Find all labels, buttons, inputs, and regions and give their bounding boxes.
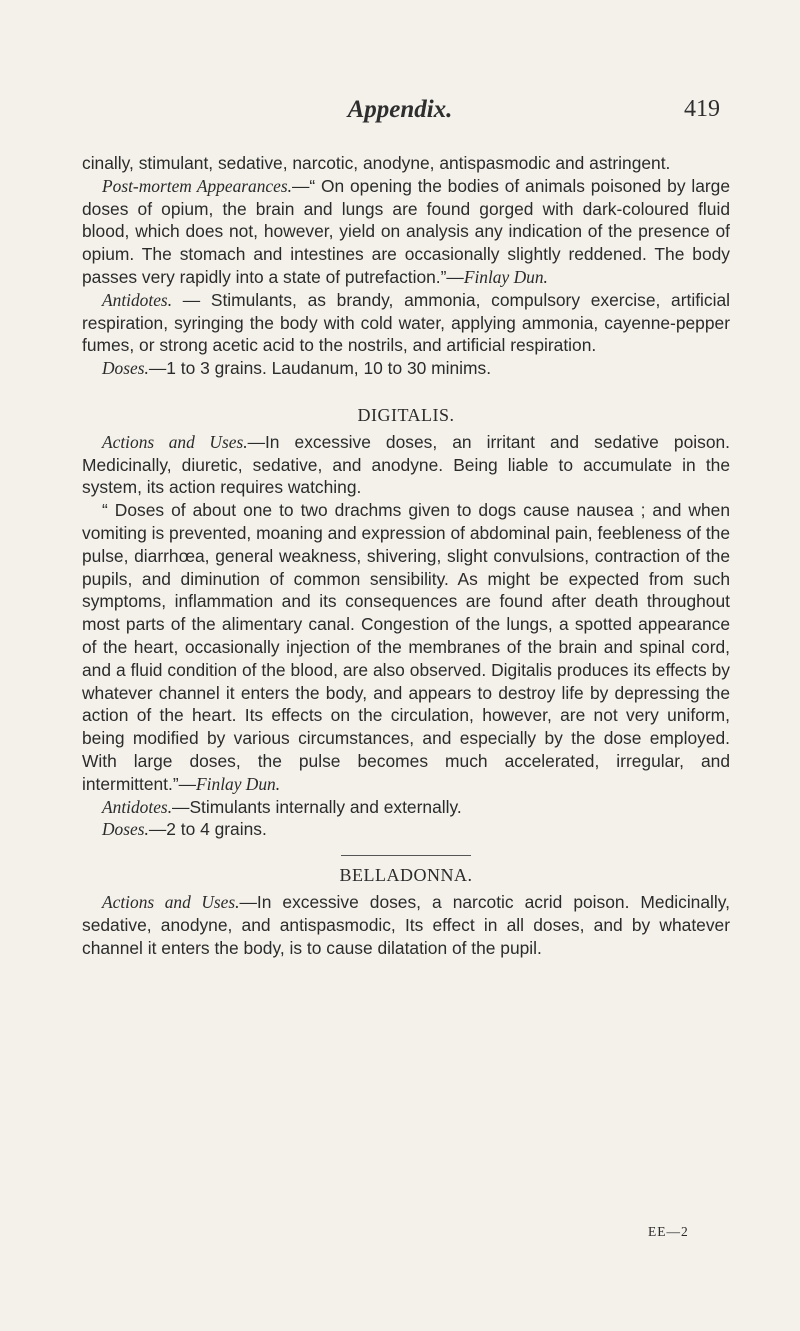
opium-antidotes-label: Antidotes. — [102, 289, 173, 310]
belladonna-actions-text: —In excessive doses, a narcotic acrid poison. Medicinally, sedative, anodyne, and antispasmodic, Its effect in all doses, and by whatever channel it enters the body, is to cause dilatation of the pupil. — [82, 891, 730, 958]
opium-antidotes-text: — Stimulants, as brandy, ammonia, compulsory exercise, artificial respiration, syringing the body with cold water, applying ammonia, cayenne-pepper fumes, or strong acetic acid to the nostrils, and artificial respiration. — [82, 289, 730, 356]
section-divider — [341, 855, 471, 856]
digitalis-doses-text: —2 to 4 grains. — [148, 819, 267, 840]
digitalis-antidotes-label: Antidotes. — [102, 796, 173, 817]
opium-doses-text: —1 to 3 grains. Laudanum, 10 to 30 minims. — [148, 358, 492, 379]
digitalis-heading: DIGITALIS. — [357, 404, 455, 425]
post-mortem-paragraph — [82, 175, 730, 289]
digitalis-quote-text: “ Doses of about one to two drachms given to dogs cause nausea ; and when vomiting is prevented, moaning and expression of abdominal pain, feebleness of the pulse, diarrhœa, general weakness, shivering, slight convulsions, contraction of the pupils, and diminution of common sensibility. As might be expected from such symptoms, inflammation and its consequences are found after death throughout most parts of the alimentary canal. Congestion of the lungs, a spotted appearance of the heart, occasionally injection of the membranes of the brain and spinal cord, and a fluid condition of the blood, are also observed. Digitalis produces its effects by whatever channel it enters the body, and appears to destroy life by depressing the action of the heart. Its effects on the circulation, however, are not very uniform, being modified by various circumstances, and especially by the dose employed. With large doses, the pulse becomes much accelerated, irregular, and intermittent.”— — [82, 500, 730, 794]
digitalis-doses-label: Doses. — [102, 819, 149, 840]
post-mortem-text: —“ On opening the bodies of animals poisoned by large doses of opium, the brain and lungs are found gorged with dark-coloured fluid blood, which does not, however, yield on analysis any indication of the presence of opium. The stomach and intestines are occasionally slightly reddened. The body passes very rapidly into a state of putrefaction.”— — [82, 175, 730, 287]
belladonna-actions-label: Actions and Uses. — [102, 891, 240, 912]
digitalis-actions-label: Actions and Uses. — [102, 431, 248, 452]
post-mortem-label: Post-mortem Appearances. — [102, 175, 292, 196]
belladonna-heading: BELLADONNA. — [339, 865, 473, 886]
opium-continuation-text: cinally, stimulant, sedative, narcotic, anodyne, antispasmodic and astringent. — [82, 153, 671, 173]
opium-continuation-paragraph — [82, 152, 730, 175]
opium-antidotes-paragraph — [82, 289, 730, 357]
digitalis-actions-text: —In excessive doses, an irritant and sedative poison. Medicinally, diuretic, sedative, and anodyne. Being liable to accumulate in the system, its action requires watching. — [82, 431, 730, 498]
page-header — [80, 96, 720, 128]
signature-mark: EE—2 — [648, 1224, 689, 1239]
opium-doses-paragraph — [82, 357, 730, 380]
running-title: Appendix. — [347, 96, 453, 123]
digitalis-quote-citation: Finlay Dun. — [196, 773, 281, 794]
post-mortem-citation: Finlay Dun. — [463, 266, 548, 287]
digitalis-actions-paragraph — [82, 431, 730, 499]
page-number: 419 — [684, 96, 720, 122]
digitalis-quote-paragraph — [82, 499, 730, 795]
opium-doses-label: Doses. — [102, 358, 149, 379]
digitalis-antidotes-paragraph — [82, 796, 730, 819]
body-text — [82, 152, 730, 959]
digitalis-doses-paragraph — [82, 818, 730, 841]
belladonna-actions-paragraph — [82, 891, 730, 959]
digitalis-antidotes-text: —Stimulants internally and externally. — [172, 796, 462, 817]
